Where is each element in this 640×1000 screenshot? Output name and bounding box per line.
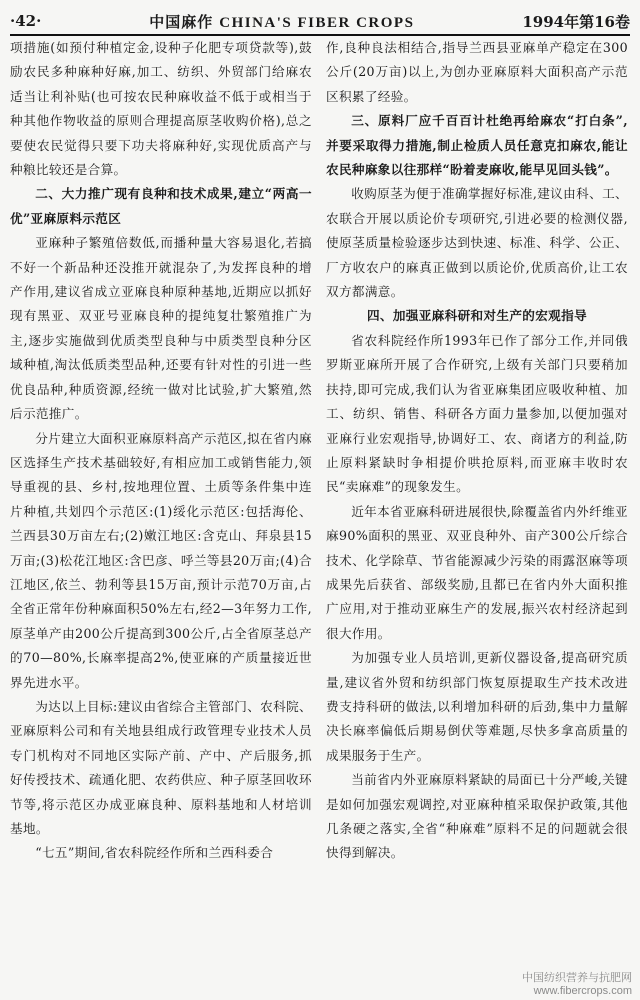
right-column — [326, 36, 628, 994]
paragraph: 项措施(如预付种植定金,设种子化肥专项贷款等),鼓励农民多种麻种好麻,加工、纺织、外贸部门给麻农适当让利补贴(也可按农民种麻收益不低于或相当于种其他作物收益的原则合理提高原茎收购价格),总之要使农民觉得只要下功夫将麻种好,实现优质高产与种粮比较还是合算。 — [10, 40, 312, 178]
article-body — [10, 36, 628, 994]
journal-title — [149, 11, 414, 32]
journal-title-en: CHINA'S FIBER CROPS — [219, 14, 415, 31]
section-heading: 四、加强亚麻科研和对生产的宏观指导 — [366, 308, 588, 324]
paragraph: 为达以上目标:建议由省综合主管部门、农科院、亚麻原料公司和有关地县组成行政管理专业技术人员专门机构对不同地区实际产前、产中、产后服务,抓好传授技术、疏通化肥、农药供应、种子原茎回收环节等,将示范区办成亚麻良种、原料基地和人材培训基地。 — [10, 698, 312, 836]
paragraph: 为加强专业人员培训,更新仪器设备,提高研究质量,建议省外贸和纺织部门恢复原提取生产技术改进费支持科研的做法,以利增加科研的后劲,集中力量解决长麻率偏低后期易倒伏等难题,尽快多拿高质量的成果服务于生产。 — [326, 650, 628, 763]
watermark — [522, 972, 632, 998]
left-column — [10, 36, 312, 994]
running-header — [10, 8, 630, 36]
page-number: ·42· — [10, 12, 42, 30]
section-heading: 三、原料厂应千百百计杜绝再给麻农“打白条”,并要采取得力措施,制止检质人员任意克扣麻农,能让农民种麻象以往那样“盼着麦麻收,能早见回头钱”。 — [326, 113, 628, 178]
issue-label: 1994年第16卷 — [522, 12, 630, 31]
paragraph: 作,良种良法相结合,指导兰西县亚麻单产稳定在300公斤(20万亩)以上,为创办亚麻原料大面积高产示范区积累了经验。 — [326, 40, 628, 104]
watermark-url: www.fibercrops.com — [533, 985, 632, 997]
paragraph: 近年本省亚麻科研进展很快,除覆盖省内外纤维亚麻90%面积的黑亚、双亚良种外、亩产300公斤综合技术、化学除草、节省能源减少污染的雨露沤麻等项成果先后获省、部级奖励,且都已在省内外大面积推广应用,对于推动亚麻生产的发展,振兴农村经济起到很大作用。 — [326, 503, 628, 641]
paragraph: 省农科院经作所1993年已作了部分工作,并同俄罗斯亚麻所开展了合作研究,上级有关部门只要稍加扶持,即可完成,我们认为省亚麻集团应吸收种植、加工、纺织、销售、科研各方面力量参加,以便加强对亚麻行业宏观指导,协调好工、农、商诸方的利益,防止原料紧缺时争相提价哄抢原料,而亚麻丰收时农民“卖麻难”的现象发生。 — [326, 332, 628, 495]
section-heading: 二、大力推广现有良种和技术成果,建立“两高一优”亚麻原料示范区 — [10, 186, 312, 226]
watermark-site-name: 中国纺织营养与抗肥网 — [522, 972, 632, 984]
journal-title-cn: 中国麻作 — [149, 12, 214, 31]
paragraph: 收购原茎为便于准确掌握好标准,建议由科、工、农联合开展以质论价专项研究,引进必要的检测仪器,使原茎质量检验逐步达到快速、标准、科学、公正、厂方收农户的麻真正做到以质论价,优质高价,让工农双方都满意。 — [326, 186, 628, 300]
paragraph: 分片建立大面积亚麻原料高产示范区,拟在省内麻区选择生产技术基础较好,有相应加工或销售能力,领导重视的县、乡村,按地理位置、土质等条件集中连片种植,共划四个示范区:(1)绥化示范区:包括海伦、兰西县30万亩左右;(2)嫩江地区:含克山、拜泉县15万亩;(3)松花江地区:含巴彦、呼兰等县20万亩;(4)合江地区,依兰、勃利等县15万亩,预计示范70万亩,占全省正常年份种麻面积50%左右,经2—3年努力工作,原茎单产由200公斤提高到300公斤,占全省原茎总产的70—80%,长麻率提高2%,使亚麻的产质量接近世界先进水平。 — [10, 430, 312, 690]
paragraph: 当前省内外亚麻原料紧缺的局面已十分严峻,关键是如何加强宏观调控,对亚麻种植采取保护政策,其他几条硬之落实,全省“种麻难”原料不足的问题就会很快得到解决。 — [326, 772, 628, 861]
paragraph: 亚麻种子繁殖倍数低,而播种量大容易退化,若搞不好一个新品种还没推开就混杂了,为发挥良种的增产作用,建议省成立亚麻良种原种基地,近期应以抓好现有黑亚、双亚号亚麻良种的提纯复壮繁殖推广为主,逐步实施做到优质类型良种与中质类型良种分区域种植,淘汰低质类型品种,还要有针对性的引进一些优良品种,种质资源,经统一做对比试验,扩大繁殖,然后示范推广。 — [10, 235, 312, 422]
paragraph: “七五”期间,省农科院经作所和兰西科委合 — [35, 845, 274, 861]
